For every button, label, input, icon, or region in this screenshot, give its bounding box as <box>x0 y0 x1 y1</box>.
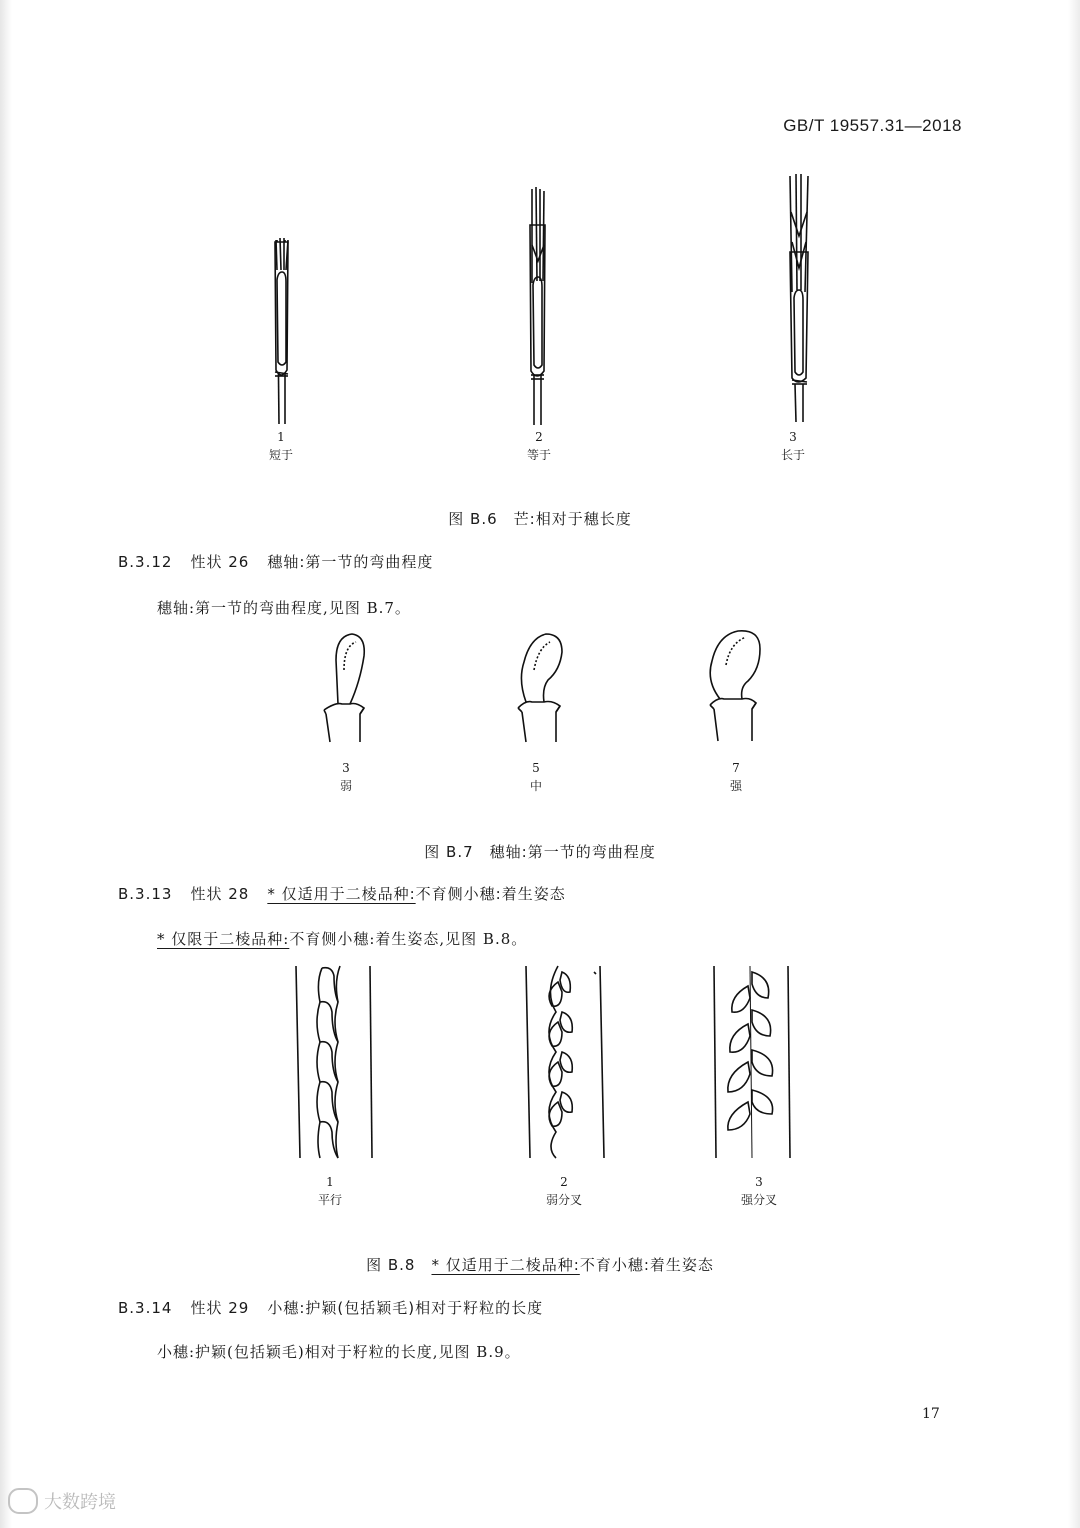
figure-b7-item-3 <box>696 759 776 795</box>
figure-b6-caption-number: 图 B.6 <box>448 510 498 528</box>
figure-b8-item-1 <box>290 1173 370 1209</box>
figure-b8-caption-underlined: * 仅适用于二棱品种: <box>431 1256 580 1274</box>
figure-b7-item-3-number: 7 <box>732 761 740 775</box>
figure-b6-item-2-label: 等于 <box>526 448 551 462</box>
watermark-logo-icon <box>8 1488 38 1514</box>
section-b3-13-body-underlined: * 仅限于二棱品种: <box>157 930 290 948</box>
figure-b8-caption <box>0 1254 1080 1275</box>
section-b3-14-body: 小穗:护颖(包括颖毛)相对于籽粒的长度,见图 B.9。 <box>157 1343 521 1361</box>
figure-b8-item-2-label: 弱分叉 <box>545 1193 582 1207</box>
section-b3-12-number: B.3.12 <box>118 553 173 571</box>
figure-b8-item-1-number: 1 <box>326 1175 334 1189</box>
section-b3-12-body: 穗轴:第一节的弯曲程度,见图 B.7。 <box>157 599 411 617</box>
figure-b8-item-3-label: 强分叉 <box>740 1193 777 1207</box>
figure-b8-item-2 <box>524 1173 604 1209</box>
figure-b8-caption-number: 图 B.8 <box>366 1256 416 1274</box>
figure-b6-item-1 <box>241 428 321 464</box>
figure-b7-drawing-2 <box>512 630 572 750</box>
figure-b7-caption <box>0 841 1080 862</box>
section-b3-14-title: 小穗:护颖(包括颖毛)相对于籽粒的长度 <box>267 1299 544 1317</box>
section-b3-13-number: B.3.13 <box>118 885 173 903</box>
figure-b7-drawing-3 <box>702 625 772 750</box>
figure-b7-item-3-label: 强 <box>729 779 742 793</box>
figure-b6-item-2-number: 2 <box>535 430 543 444</box>
figure-b7-caption-text: 穗轴:第一节的弯曲程度 <box>489 843 656 861</box>
figure-b6-drawing-3 <box>768 172 828 427</box>
page-number: 17 <box>922 1406 940 1422</box>
figure-b6-drawing-1 <box>255 170 315 430</box>
section-b3-14-trait: 性状 29 <box>190 1299 250 1317</box>
figure-b6-item-1-label: 短于 <box>268 448 293 462</box>
scan-edge-left <box>0 0 12 1528</box>
figure-b7-drawing-1 <box>316 630 376 750</box>
figure-b8-drawing-1 <box>284 962 384 1162</box>
figure-b8-item-3 <box>719 1173 799 1209</box>
figure-b7-item-1-number: 3 <box>342 761 350 775</box>
figure-b6-item-1-number: 1 <box>277 430 285 444</box>
section-b3-13-title-underlined: * 仅适用于二棱品种: <box>267 885 416 903</box>
figure-b6-item-3-label: 长于 <box>780 448 805 462</box>
figure-b6-caption-text: 芒:相对于穗长度 <box>513 510 632 528</box>
figure-b7-caption-number: 图 B.7 <box>424 843 474 861</box>
figure-b7-item-2-label: 中 <box>529 779 542 793</box>
figure-b8-drawing-2 <box>514 962 614 1162</box>
section-b3-13-trait: 性状 28 <box>190 885 250 903</box>
section-b3-13-title-rest: 不育侧小穗:着生姿态 <box>415 885 566 903</box>
watermark <box>8 1488 116 1514</box>
figure-b6-item-3 <box>753 428 833 464</box>
scan-edge-right <box>1068 0 1080 1528</box>
section-b3-13-body <box>157 928 527 949</box>
figure-b7-item-1-label: 弱 <box>339 779 352 793</box>
figure-b8-caption-rest: 不育小穗:着生姿态 <box>579 1256 714 1274</box>
figure-b7-item-2-number: 5 <box>532 761 540 775</box>
section-b3-14-number: B.3.14 <box>118 1299 173 1317</box>
figure-b8-item-1-label: 平行 <box>317 1193 342 1207</box>
section-b3-13-heading <box>118 883 566 904</box>
watermark-text: 大数跨境 <box>44 1492 116 1513</box>
figure-b6-item-2 <box>499 428 579 464</box>
section-b3-12-title: 穗轴:第一节的弯曲程度 <box>267 553 434 571</box>
section-b3-12-heading <box>118 551 433 572</box>
section-b3-13-body-rest: 不育侧小穗:着生姿态,见图 B.8。 <box>289 930 528 948</box>
figure-b8-item-3-number: 3 <box>755 1175 763 1189</box>
figure-b8-drawing-3 <box>702 962 802 1162</box>
figure-b6-drawing-2 <box>510 185 570 435</box>
section-b3-14-heading <box>118 1297 543 1318</box>
standard-number: GB/T 19557.31—2018 <box>783 116 962 135</box>
section-b3-12-trait: 性状 26 <box>190 553 250 571</box>
figure-b7-item-2 <box>496 759 576 795</box>
figure-b8-item-2-number: 2 <box>560 1175 568 1189</box>
figure-b6-item-3-number: 3 <box>789 430 797 444</box>
figure-b6-caption <box>0 508 1080 529</box>
figure-b7-item-1 <box>306 759 386 795</box>
